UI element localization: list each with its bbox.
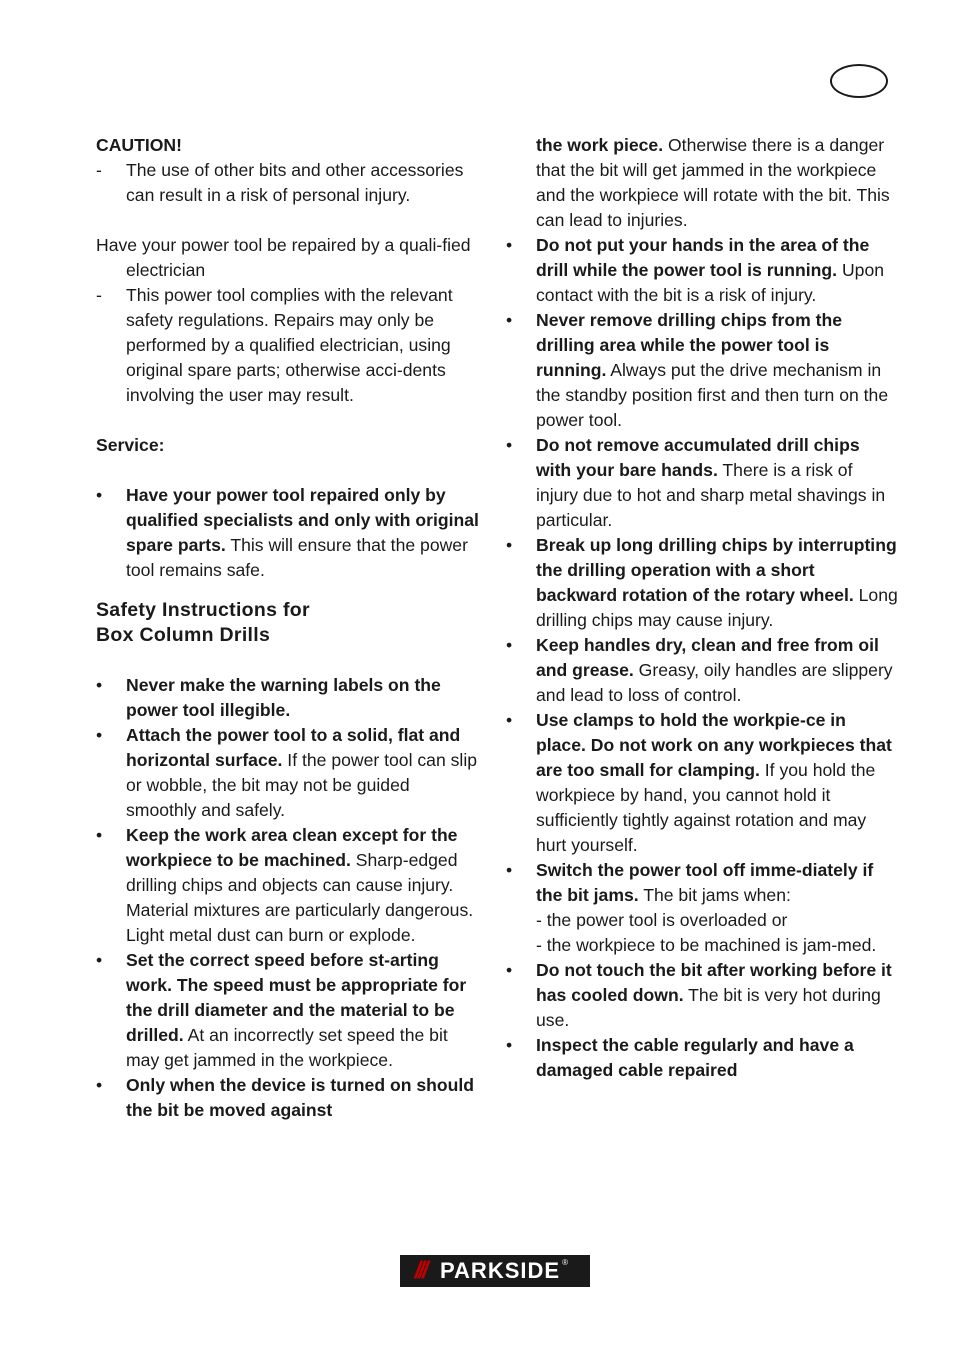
list-item: • Set the correct speed before st-arting work. The speed must be appropriate for the drill diameter and the material to be drilled. At an incorrectly set speed the bit may get jammed in the workpiece. xyxy=(96,948,484,1073)
list-item: • Only when the device is turned on should the bit be moved against xyxy=(96,1073,484,1123)
dash-marker: - xyxy=(96,160,102,180)
repair-intro: Have your power tool be repaired by a quali-fied electrician xyxy=(96,235,471,280)
bullet-marker: • xyxy=(506,635,513,655)
sub-item: - the power tool is overloaded or xyxy=(536,910,788,930)
bullet-marker: • xyxy=(506,235,513,255)
logo-registered-mark: ® xyxy=(562,1258,568,1267)
list-item: • Do not touch the bit after working before it has cooled down. The bit is very hot during use. xyxy=(506,958,898,1033)
left-column xyxy=(96,133,484,1123)
service-title: Service: xyxy=(96,435,165,455)
parkside-logo xyxy=(400,1255,590,1287)
language-badge xyxy=(830,64,888,98)
service-text: Have your power tool repaired only by qualified specialists and only with original spare parts. This will ensure that the power tool remains safe. xyxy=(126,485,479,580)
bullet-marker: • xyxy=(506,860,513,880)
bullet-marker: • xyxy=(506,960,513,980)
dash-marker: - xyxy=(96,285,102,305)
bullet-marker: • xyxy=(506,1035,513,1055)
section-heading: Safety Instructions for Box Column Drills xyxy=(96,599,310,646)
bullet-marker: • xyxy=(506,710,513,730)
list-item: • Attach the power tool to a solid, flat and horizontal surface. If the power tool can slip or wobble, the bit may not be guided smoothly and safely. xyxy=(96,723,484,823)
bullet-marker: • xyxy=(96,950,103,970)
list-item: • Keep the work area clean except for the workpiece to be machined. Sharp-edged drilling chips and objects can cause injury. Material mixtures are particularly dangerous. Light metal dust can burn or explode. xyxy=(96,823,484,948)
bullet-marker: • xyxy=(506,310,513,330)
list-item: • Use clamps to hold the workpie-ce in place. Do not work on any workpieces that are too small for clamping. If you hold the workpiece by hand, you cannot hold it sufficiently tightly against rotation and may hurt yourself. xyxy=(506,708,898,858)
bullet-marker: • xyxy=(96,675,103,695)
list-item xyxy=(96,283,484,408)
caution-title: CAUTION! xyxy=(96,135,183,155)
list-item: • Do not remove accumulated drill chips with your bare hands. There is a risk of injury due to hot and sharp metal shavings in particular. xyxy=(506,433,898,533)
list-item: • Break up long drilling chips by interrupting the drilling operation with a short backward rotation of the rotary wheel. Long drilling chips may cause injury. xyxy=(506,533,898,633)
list-item: • Switch the power tool off imme-diately if the bit jams. The bit jams when: xyxy=(506,858,898,908)
logo-brand: PARKSIDE xyxy=(440,1258,561,1283)
list-item: • Inspect the cable regularly and have a damaged cable repaired xyxy=(506,1033,898,1083)
bullet-marker: • xyxy=(96,1075,103,1095)
bullet-marker: • xyxy=(506,435,513,455)
list-item: • Do not put your hands in the area of the drill while the power tool is running. Upon contact with the bit is a risk of injury. xyxy=(506,233,898,308)
list-item xyxy=(96,483,484,583)
list-item: • Never remove drilling chips from the drilling area while the power tool is running. Always put the drive mechanism in the standby position first and then turn on the power tool. xyxy=(506,308,898,433)
list-item-continued: the work piece. Otherwise there is a danger that the bit will get jammed in the workpiece and the workpiece will rotate with the bit. This can lead to injuries. xyxy=(536,135,890,230)
logo-slashes: /// xyxy=(414,1257,426,1284)
list-item: • Keep handles dry, clean and free from oil and grease. Greasy, oily handles are slippery and lead to loss of control. xyxy=(506,633,898,708)
bullet-marker: • xyxy=(96,725,103,745)
list-item xyxy=(96,158,484,208)
caution-text: The use of other bits and other accessories can result in a risk of personal injury. xyxy=(126,160,464,205)
bullet-marker: • xyxy=(506,535,513,555)
bullet-marker: • xyxy=(96,825,103,845)
sub-item: - the workpiece to be machined is jam-med. xyxy=(536,935,877,955)
repair-text: This power tool complies with the relevant safety regulations. Repairs may only be performed by a qualified electrician, using original spare parts; otherwise acci-dents involving the user may result. xyxy=(126,285,453,405)
right-column xyxy=(506,133,898,1083)
list-item: • Never make the warning labels on the power tool illegible. xyxy=(96,673,484,723)
bullet-marker: • xyxy=(96,485,103,505)
